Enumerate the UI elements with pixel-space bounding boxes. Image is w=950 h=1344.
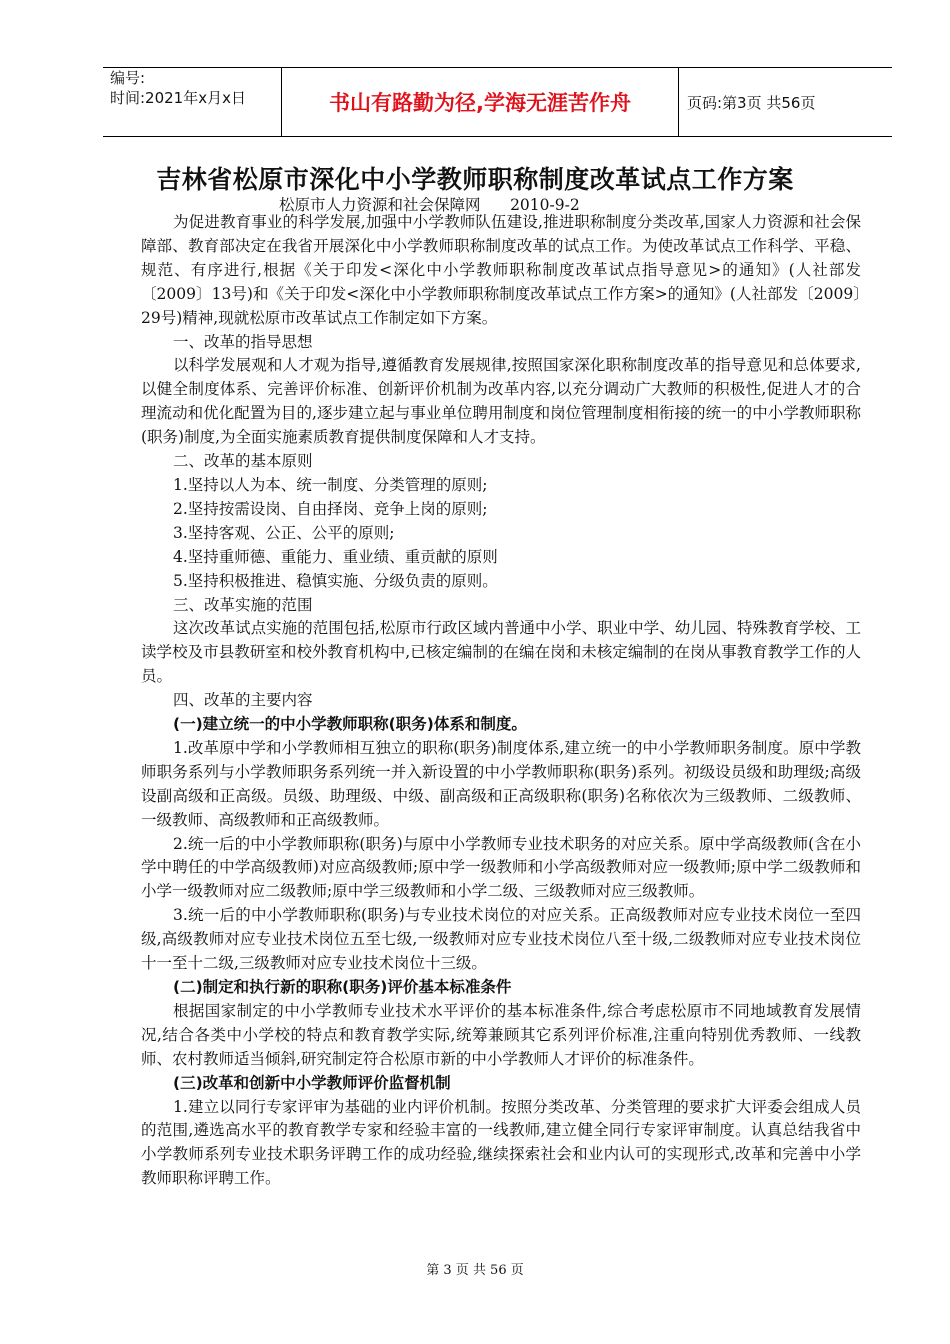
document-title: 吉林省松原市深化中小学教师职称制度改革试点工作方案 [156, 165, 794, 194]
list-item: 3.坚持客观、公正、公平的原则; [173, 523, 395, 542]
list-item: 5.坚持积极推进、稳慎实施、分级负责的原则。 [173, 571, 498, 590]
paragraph: 这次改革试点实施的范围包括,松原市行政区域内普通中小学、职业中学、幼儿园、特殊教育学校、工读学校及市县教研室和校外教育机构中,已核定编制的在编在岗和未核定编制的在岗从事教育教学工作的人员。 [141, 619, 861, 686]
subsection-heading: (二)制定和执行新的职称(职务)评价基本标准条件 [173, 978, 512, 996]
paragraph: 根据国家制定的中小学教师专业技术水平评价的基本标准条件,综合考虑松原市不同地域教育发展情况,结合各类中小学校的特点和教育教学实际,统筹兼顾其它系列评价标准,注重向特别优秀教师、一线教师、农村教师适当倾斜,研究制定符合松原市新的中小学教师人才评价的标准条件。 [141, 1001, 861, 1068]
subsection-heading: (三)改革和创新中小学教师评价监督机制 [173, 1073, 451, 1092]
paragraph: 为促进教育事业的科学发展,加强中小学教师队伍建设,推进职称制度分类改革,国家人力资源和社会保障部、教育部决定在我省开展深化中小学教师职称制度改革的试点工作。为使改革试点工作科学、平稳、规范、有序进行,根据《关于印发<深化中小学教师职称制度改革试点指导意见>的通知》(人社部发〔2009〕13号)和《关于印发<深化中小学教师职称制度改革试点工作方案>的通知》(人社部发〔2009〕29号)精神,现就松原市改革试点工作制定如下方案。 [141, 213, 861, 327]
page-header [103, 67, 892, 137]
section-heading: 三、改革实施的范围 [173, 595, 313, 614]
document-body [141, 211, 861, 1191]
paragraph: 1.建立以同行专家评审为基础的业内评价机制。按照分类改革、分类管理的要求扩大评委会组成人员的范围,遴选高水平的教育教学专家和经验丰富的一线教师,建立健全同行专家评审制度。认真总结我省中小学教师系列专业技术职务评聘工作的成功经验,继续探索社会和业内认可的实现形式,改革和完善中小学教师职称评聘工作。 [141, 1097, 861, 1188]
page-footer: 第 3 页 共 56 页 [426, 1263, 524, 1278]
document-source: 松原市人力资源和社会保障网 2010-9-2 [279, 196, 580, 214]
section-heading: 一、改革的指导思想 [173, 332, 313, 351]
list-item: 1.坚持以人为本、统一制度、分类管理的原则; [173, 475, 488, 494]
paragraph: 2.统一后的中小学教师职称(职务)与原中小学教师专业技术职务的对应关系。原中学高级教师(含在小学中聘任的中学高级教师)对应高级教师;原中学一级教师和小学高级教师对应一级教师;原中学二级教师和小学一级教师对应二级教师;原中学三级教师和小学二级、三级教师对应三级教师。 [141, 834, 861, 901]
section-heading: 二、改革的基本原则 [173, 452, 313, 471]
list-item: 4.坚持重师德、重能力、重业绩、重贡献的原则 [173, 547, 498, 566]
paragraph: 3.统一后的中小学教师职称(职务)与专业技术岗位的对应关系。正高级教师对应专业技术岗位一至四级,高级教师对应专业技术岗位五至七级,一级教师对应专业技术岗位八至十级,二级教师对应专业技术岗位十一至十二级,三级教师对应专业技术岗位十三级。 [141, 906, 861, 973]
header-motto: 书山有路勤为径,学海无涯苦作舟 [282, 68, 679, 136]
paragraph: 1.改革原中学和小学教师相互独立的职称(职务)制度体系,建立统一的中小学教师职务制度。原中学教师职务系列与小学教师职务系列统一并入新设置的中小学教师职称(职务)系列。初级设员级和助理级;高级设副高级和正高级。员级、助理级、中级、副高级和正高级职称(职务)名称依次为三级教师、二级教师、一级教师、高级教师和正高级教师。 [141, 738, 861, 829]
time-label: 时间:2021年x月x日 [110, 89, 246, 107]
number-label: 编号: [110, 69, 146, 87]
paragraph: 以科学发展观和人才观为指导,遵循教育发展规律,按照国家深化职称制度改革的指导意见和总体要求,以健全制度体系、完善评价标准、创新评价机制为改革内容,以充分调动广大教师的积极性,促进人才的合理流动和优化配置为目的,逐步建立起与事业单位聘用制度和岗位管理制度相衔接的统一的中小学教师职称(职务)制度,为全面实施素质教育提供制度保障和人才支持。 [141, 356, 861, 447]
header-page-label: 页码:第3页 共56页 [687, 93, 816, 112]
list-item: 2.坚持按需设岗、自由择岗、竞争上岗的原则; [173, 499, 488, 518]
subsection-heading: (一)建立统一的中小学教师职称(职务)体系和制度。 [173, 715, 527, 734]
section-heading: 四、改革的主要内容 [173, 691, 313, 710]
header-meta [103, 68, 282, 136]
